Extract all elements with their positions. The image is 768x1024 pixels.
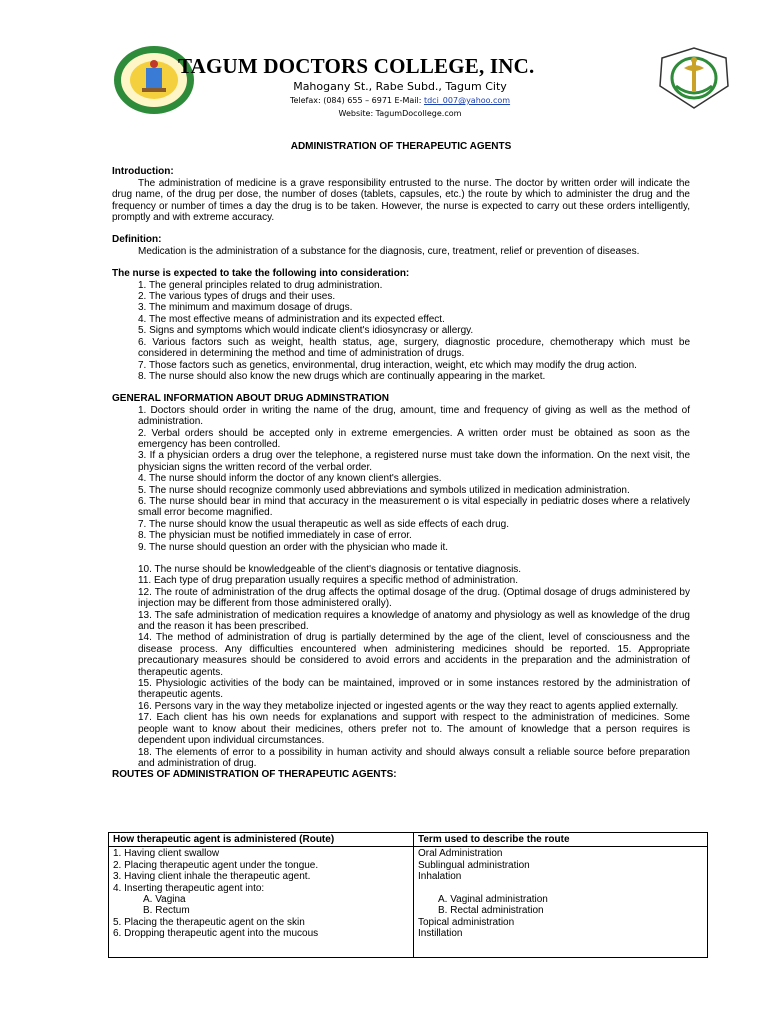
list-item: 15. Physiologic activities of the body can be maintained, improved or in some instances restored by the administration of therapeutic agents. xyxy=(138,678,690,701)
table-cell-text xyxy=(113,917,409,940)
list-item: 1. Doctors should order in writing the name of the drug, amount, time and frequency of giving as well as the method of administration. xyxy=(138,404,690,428)
college-address: Mahogany St., Rabe Subd., Tagum City xyxy=(293,80,507,93)
list-item: 4. The most effective means of administration and its expected effect. xyxy=(138,313,445,325)
nursing-emblem-logo xyxy=(656,46,732,110)
email-link[interactable]: tdci_007@yahoo.com xyxy=(423,96,511,105)
document-title: ADMINISTRATION OF THERAPEUTIC AGENTS xyxy=(290,141,512,152)
list-item: 13. The safe administration of medication requires a knowledge of anatomy and physiology as well as knowledge of the drug and the reason it has been prescribed. xyxy=(138,609,690,633)
list-item: 3. If a physician orders a drug over the telephone, a registered nurse must take down the information. On the next visit, the physician signs the written record of the verbal order. xyxy=(138,450,690,473)
list-item: 7. Those factors such as genetics, environmental, drug interaction, weight, etc which may modify the drug action. xyxy=(138,359,637,371)
table-row xyxy=(109,941,708,958)
website: Website: TagumDocollege.com xyxy=(338,109,462,118)
table-cell xyxy=(109,847,414,941)
table-cell xyxy=(414,847,708,941)
column-header-term: Term used to describe the route xyxy=(414,833,708,847)
definition-heading: Definition: xyxy=(112,234,162,246)
list-item: 5. The nurse should recognize commonly used abbreviations and symbols utilized in medication administration. xyxy=(138,484,630,496)
list-item: 10. The nurse should be knowledgeable of the client's diagnosis or tentative diagnosis. xyxy=(138,564,522,575)
table-cell-text xyxy=(113,848,409,894)
general-info-heading: GENERAL INFORMATION ABOUT DRUG ADMINSTRATION xyxy=(112,393,390,405)
table-line: Sublingual administration xyxy=(418,859,530,871)
document-body xyxy=(112,141,690,781)
list-item: 1. The general principles related to drug administration. xyxy=(138,279,383,291)
list-item: 8. The nurse should also know the new drugs which are continually appearing in the market. xyxy=(138,370,546,382)
list-item: 11. Each type of drug preparation usually requires a specific method of administration. xyxy=(138,575,519,587)
general-info-list-b xyxy=(112,564,690,769)
table-line: B. Rectal administration xyxy=(438,905,544,917)
table-row xyxy=(109,847,708,941)
table-line: 1. Having client swallow xyxy=(113,848,220,860)
table-line: Oral Administration xyxy=(418,848,503,860)
table-line: 3. Having client inhale the therapeutic agent. xyxy=(113,871,311,883)
list-item: 2. The various types of drugs and their uses. xyxy=(138,291,336,303)
considerations-heading: The nurse is expected to take the following into consideration: xyxy=(112,268,410,280)
list-item: 4. The nurse should inform the doctor of any known client's allergies. xyxy=(138,473,442,485)
telefax: Telefax: (084) 655 – 6971 E-Mail: xyxy=(289,96,424,105)
table-header-row xyxy=(109,833,708,847)
list-item: 5. Signs and symptoms which would indicate client's idiosyncrasy or allergy. xyxy=(138,325,474,337)
table-cell-text xyxy=(418,848,703,882)
table-line: Instillation xyxy=(418,928,463,940)
table-line: Inhalation xyxy=(418,871,462,883)
contact-line xyxy=(220,96,580,105)
table-line: A. Vagina xyxy=(143,894,186,906)
list-item: 18. The elements of error to a possibility in human activity and should always consult a reliable source before preparation and administration of drug. xyxy=(138,746,690,769)
table-cell xyxy=(414,941,708,958)
introduction-heading: Introduction: xyxy=(112,166,174,178)
list-item: 2. Verbal orders should be accepted only in extreme emergencies. A written order must be obtained as soon as the emergency has been controlled. xyxy=(138,427,690,450)
routes-table xyxy=(108,832,708,958)
considerations-list xyxy=(112,280,690,383)
table-cell-text xyxy=(418,894,703,917)
college-name: TAGUM DOCTORS COLLEGE, INC. xyxy=(178,54,535,78)
list-item: 17. Each client has his own needs for explanations and support with respect to the administration of medicines. Some people want to know about their medicines, others prefer not to. The amount of knowledge that a person requires is dependent upon individual circumstances. xyxy=(138,712,690,747)
introduction-text: The administration of medicine is a grave responsibility entrusted to the nurse. The doctor by written order will indicate the drug name, of the drug per dose, the number of doses (tablets, capsules, etc.) the route by which to administer the drug and the frequency or number of times a day the drug is to be taken. However, the nurse is expected to carry out these orders intelligently, promptly and with extreme accuracy. xyxy=(112,177,690,224)
list-item: 14. The method of administration of drug is partially determined by the age of the client, level of consciousness and the disease process. Any difficulties encountered when administering medicines should be reported. 15. Appropriate precautionary measures should be considered to avoid errors and accidents in the preparation and the administration of therapeutic agents. xyxy=(138,632,690,678)
table-line: 4. Inserting therapeutic agent into: xyxy=(113,882,265,894)
table-line: Topical administration xyxy=(418,916,515,928)
list-item: 6. The nurse should bear in mind that accuracy in the measurement o is vital especially in pediatric doses where a relatively small error become magnified. xyxy=(138,495,690,519)
routes-heading: ROUTES OF ADMINISTRATION OF THERAPEUTIC AGENTS: xyxy=(112,769,397,781)
list-item: 8. The physician must be notified immediately in case of error. xyxy=(138,530,412,542)
table-cell-text xyxy=(113,894,409,917)
table-line: B. Rectum xyxy=(143,905,190,917)
list-item: 9. The nurse should question an order with the physician who made it. xyxy=(138,541,448,553)
table-cell xyxy=(109,941,414,958)
list-item: 7. The nurse should know the usual therapeutic as well as side effects of each drug. xyxy=(138,518,509,530)
list-item: 3. The minimum and maximum dosage of drugs. xyxy=(138,302,353,314)
list-item: 12. The route of administration of the drug affects the optimal dosage of the drug. (Optimal dosage of drugs administered by injection may be different from those administered orally). xyxy=(138,586,690,610)
general-info-list-a xyxy=(112,405,690,553)
table-cell-text xyxy=(418,917,703,940)
table-line: 5. Placing the therapeutic agent on the skin xyxy=(113,916,305,928)
definition-text: Medication is the administration of a substance for the diagnosis, cure, treatment, relief or prevention of diseases. xyxy=(138,245,640,257)
table-line: A. Vaginal administration xyxy=(438,894,548,906)
list-item: 6. Various factors such as weight, health status, age, surgery, diagnostic procedure, chemotherapy which must be considered in determining the method and time of administration of drugs. xyxy=(138,336,690,360)
list-item: 16. Persons vary in the way they metabolize injected or ingested agents or the way they react to agents applied externally. xyxy=(138,700,679,712)
table-line: 6. Dropping therapeutic agent into the mucous xyxy=(113,928,319,940)
table-line: 2. Placing therapeutic agent under the tongue. xyxy=(113,859,319,871)
column-header-route: How therapeutic agent is administered (Route) xyxy=(109,833,414,847)
letterhead xyxy=(0,0,768,130)
